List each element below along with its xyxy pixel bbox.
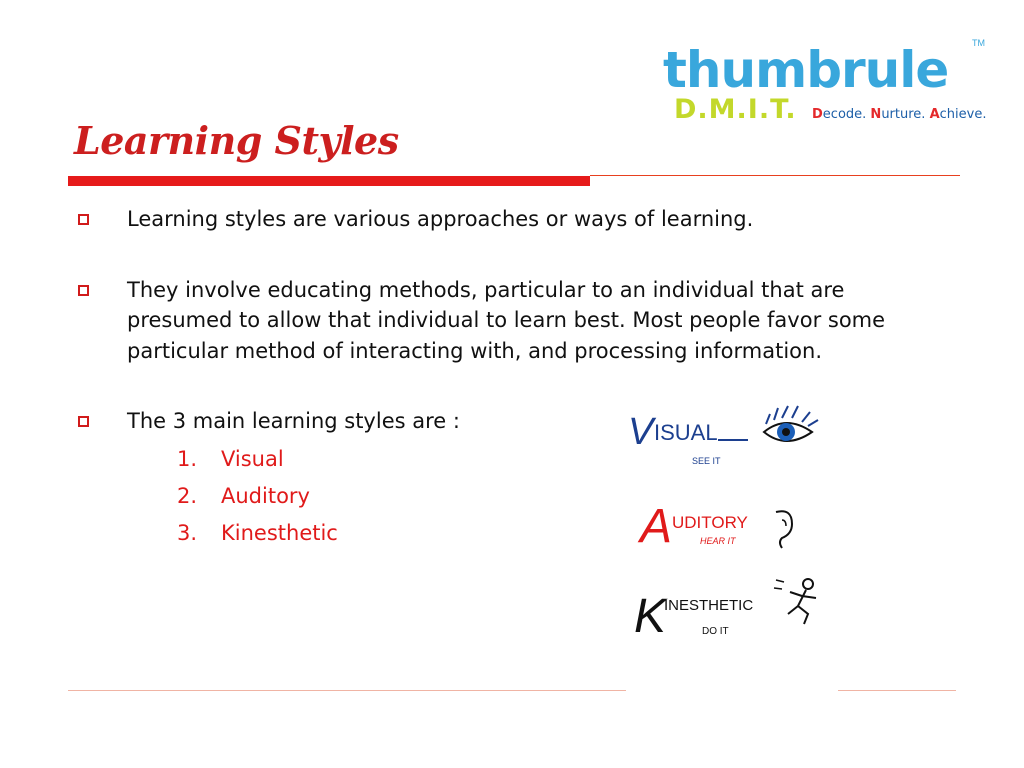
tagline-rest-2: urture. (881, 107, 930, 122)
brand-logo-subtitle: D.M.I.T. (674, 94, 797, 125)
tagline-rest-3: chieve. (939, 107, 987, 122)
slide-title: Learning Styles (74, 118, 399, 163)
square-bullet-icon (78, 416, 89, 427)
auditory-sub: HEAR IT (700, 536, 736, 546)
visual-big-letter: V (628, 411, 654, 453)
title-underline-thin (590, 175, 960, 176)
trademark-symbol: TM (972, 38, 985, 48)
auditory-big-letter: A (640, 500, 673, 553)
tagline-cap-1: D (812, 107, 823, 122)
eye-icon (764, 406, 818, 441)
list-label: Visual (221, 446, 284, 471)
list-number: 1. (177, 446, 198, 471)
square-bullet-icon (78, 214, 89, 225)
kinesthetic-sub: DO IT (702, 626, 729, 637)
visual-row (628, 406, 818, 466)
brand-logo-wordmark: thumbrule (663, 41, 949, 99)
bullet-text: Learning styles are various approaches or ways of learning. (127, 207, 754, 231)
tagline-cap-3: A (929, 107, 940, 122)
bullet-item (74, 275, 934, 367)
ear-icon (776, 511, 792, 548)
footer-divider-left (68, 690, 626, 691)
tagline-rest-1: ecode. (822, 107, 871, 122)
bullet-text: The 3 main learning styles are : (127, 409, 460, 433)
kinesthetic-big-letter: K (634, 590, 667, 642)
kinesthetic-word: INESTHETIC (664, 597, 754, 614)
visual-sub: SEE IT (692, 456, 721, 466)
auditory-row (637, 500, 792, 553)
list-label: Auditory (221, 483, 310, 508)
auditory-word: UDITORY (672, 513, 748, 532)
list-number: 2. (177, 483, 198, 508)
running-figure-icon (774, 579, 816, 624)
bullet-text: They involve educating methods, particular to an individual that are presumed to allow that individual to learn best. Most people favor some particular method of interacting with, and processing information. (127, 277, 886, 363)
visual-word: ISUAL (654, 420, 718, 445)
title-underline-thick (68, 176, 590, 186)
list-label: Kinesthetic (221, 520, 338, 545)
bullet-item (74, 204, 934, 235)
tagline-cap-2: N (870, 107, 882, 122)
brand-tagline (812, 107, 986, 123)
footer-divider-right (838, 690, 956, 691)
list-number: 3. (177, 520, 198, 545)
square-bullet-icon (78, 285, 89, 296)
kinesthetic-row (634, 579, 816, 642)
learning-styles-illustration (626, 392, 836, 642)
